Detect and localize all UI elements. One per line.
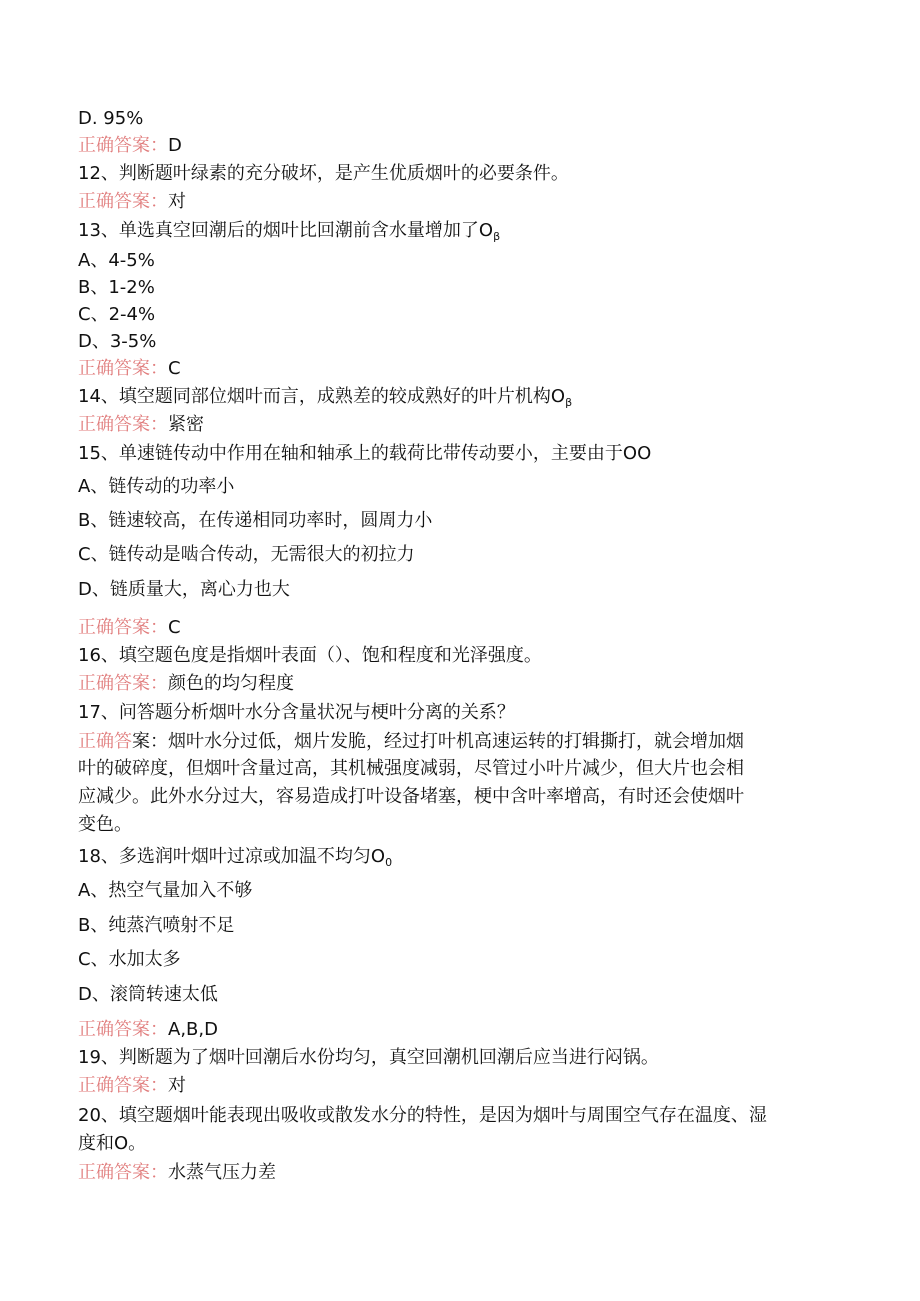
q15-option-d: D、链质量大，离心力也大: [78, 579, 290, 600]
question-text: 18、多选润叶烟叶过凉或加温不均匀O: [78, 846, 386, 867]
q17-answer-line-1: [78, 730, 744, 754]
answer-value: 紧密: [168, 414, 204, 435]
answer-label: 正确答案：: [78, 414, 168, 435]
q17-answer-line-2: 叶的破碎度，但烟叶含量过高，其机械强度减弱，尽管过小叶片减少，但大片也会相: [78, 758, 744, 779]
q13-option-c: C、2-4%: [78, 304, 156, 325]
q14-question: [78, 385, 572, 415]
answer-label: 正确答案：: [78, 358, 168, 379]
answer-value: 水蒸气压力差: [168, 1162, 276, 1183]
q17-answer-line-3: 应减少。此外水分过大，容易造成打叶设备堵塞，梗中含叶率增高，有时还会使烟叶: [78, 786, 744, 807]
answer-label: 正确答: [78, 731, 132, 752]
answer-value: C: [168, 358, 181, 379]
answer-label: 正确答案：: [78, 191, 168, 212]
answer-label: 正确答案：: [78, 1075, 168, 1096]
q18-option-c: C、水加太多: [78, 949, 181, 970]
q18-question: [78, 845, 392, 875]
q13-option-b: B、1-2%: [78, 277, 155, 298]
q20-question-line-2: 度和O。: [78, 1133, 147, 1154]
answer-label: 正确答案：: [78, 135, 168, 156]
q14-answer: [78, 413, 204, 437]
q13-answer: [78, 357, 181, 381]
q15-option-a: A、链传动的功率小: [78, 476, 235, 497]
answer-value: 对: [168, 191, 186, 212]
q12-question: 12、判断题叶绿素的充分破坏，是产生优质烟叶的必要条件。: [78, 163, 569, 184]
answer-label: 正确答案：: [78, 1162, 168, 1183]
q15-option-c: C、链传动是啮合传动，无需很大的初拉力: [78, 544, 415, 565]
q19-question: 19、判断题为了烟叶回潮后水份均匀，真空回潮机回潮后应当进行闷锅。: [78, 1047, 659, 1068]
answer-label: 正确答案：: [78, 1019, 168, 1040]
q18-option-b: B、纯蒸汽喷射不足: [78, 915, 235, 936]
q15-answer: [78, 616, 181, 640]
answer-value: D: [168, 135, 182, 156]
answer-value: C: [168, 617, 181, 638]
q17-question: 17、问答题分析烟叶水分含量状况与梗叶分离的关系？: [78, 702, 515, 723]
q20-answer: [78, 1161, 276, 1185]
q11-option-d: D. 95%: [78, 108, 144, 129]
question-text: 14、填空题同部位烟叶而言，成熟差的较成熟好的叶片机构O: [78, 386, 566, 407]
question-subscript: 0: [385, 856, 393, 869]
q12-answer: [78, 190, 186, 214]
q18-answer: [78, 1018, 218, 1042]
question-text: 13、单选真空回潮后的烟叶比回潮前含水量增加了O: [78, 220, 494, 241]
q16-question: 16、填空题色度是指烟叶表面（）、饱和程度和光泽强度。: [78, 645, 542, 666]
q11-answer: [78, 134, 182, 158]
question-subscript: β: [493, 230, 501, 243]
q19-answer: [78, 1074, 186, 1098]
q15-question: 15、单速链传动中作用在轴和轴承上的载荷比带传动要小，主要由于OO: [78, 443, 652, 464]
answer-value: A,B,D: [168, 1019, 218, 1040]
q20-question-line-1: 20、填空题烟叶能表现出吸收或散发水分的特性，是因为烟叶与周围空气存在温度、湿: [78, 1105, 767, 1126]
answer-value: 颜色的均匀程度: [168, 673, 294, 694]
q15-option-b: B、链速较高，在传递相同功率时，圆周力小: [78, 510, 433, 531]
q13-question: [78, 219, 500, 249]
question-subscript: β: [565, 396, 573, 409]
q17-answer-line-4: 变色。: [78, 814, 132, 835]
answer-value: 烟叶水分过低，烟片发脆，经过打叶机高速运转的打辑撕打，就会增加烟: [168, 731, 744, 752]
answer-label-rest: 案：: [132, 731, 168, 752]
answer-label: 正确答案：: [78, 617, 168, 638]
q18-option-d: D、滚筒转速太低: [78, 984, 218, 1005]
answer-value: 对: [168, 1075, 186, 1096]
q18-option-a: A、热空气量加入不够: [78, 880, 253, 901]
q13-option-a: A、4-5%: [78, 250, 155, 271]
q13-option-d: D、3-5%: [78, 331, 157, 352]
answer-label: 正确答案：: [78, 673, 168, 694]
q16-answer: [78, 672, 294, 696]
